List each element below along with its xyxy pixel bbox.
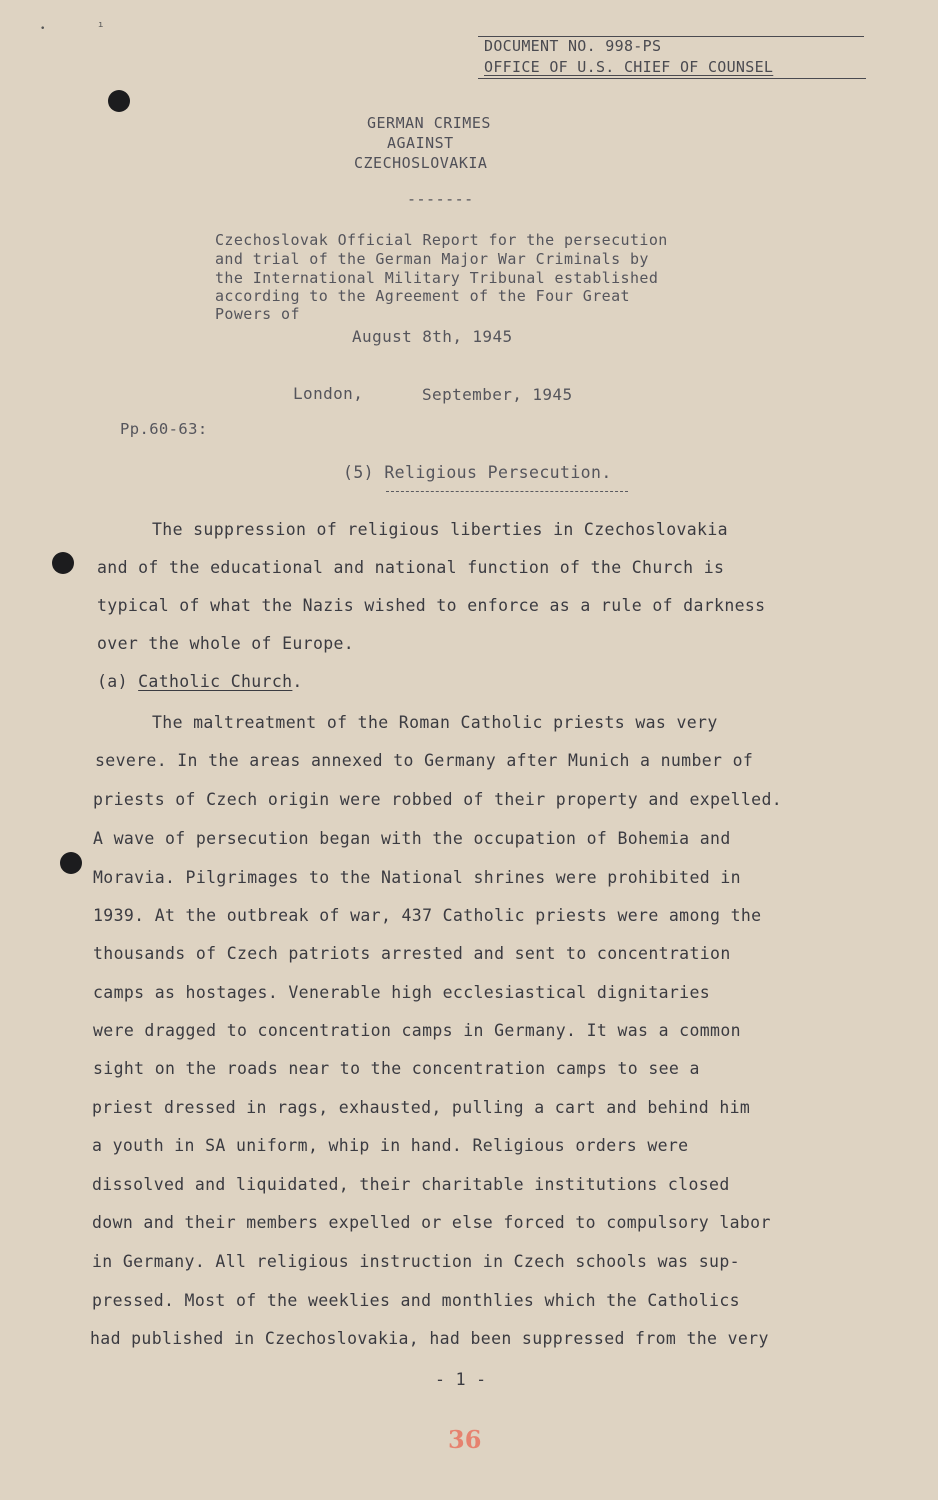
title-line-1: GERMAN CRIMES [367, 114, 491, 132]
body-line: a youth in SA uniform, whip in hand. Religious orders were [92, 1136, 689, 1155]
punch-hole [60, 852, 82, 874]
body-line: down and their members expelled or else forced to compulsory labor [92, 1213, 771, 1232]
body-line: were dragged to concentration camps in Germany. It was a common [93, 1021, 741, 1040]
title-line-3: CZECHOSLOVAKIA [354, 154, 488, 172]
body-line: priest dressed in rags, exhausted, pulling a cart and behind him [92, 1098, 751, 1117]
body-line: priests of Czech origin were robbed of their property and expelled. [93, 790, 783, 809]
body-line: sight on the roads near to the concentration camps to see a [93, 1059, 700, 1078]
title-divider: ------- [407, 190, 474, 208]
body-line: camps as hostages. Venerable high ecclesiastical dignitaries [93, 983, 711, 1002]
document-number: DOCUMENT NO. 998-PS [484, 37, 662, 55]
body-line: pressed. Most of the weeklies and monthlies which the Catholics [92, 1291, 740, 1310]
report-month: September, 1945 [422, 385, 573, 404]
subheading-text: Catholic Church [138, 672, 293, 691]
body-line: severe. In the areas annexed to Germany after Munich a number of [95, 751, 754, 770]
report-line-5: Powers of [215, 305, 300, 323]
report-place: London, [293, 384, 364, 403]
body-line: The maltreatment of the Roman Catholic priests was very [152, 713, 718, 732]
speck-mark: • [40, 24, 46, 34]
body-line: A wave of persecution began with the occupation of Bohemia and [93, 829, 731, 848]
section-title-underline [386, 491, 628, 492]
subheading [97, 672, 303, 691]
title-line-2: AGAINST [387, 134, 454, 152]
header-bottom-rule [478, 78, 866, 79]
report-line-2: and trial of the German Major War Criminals by [215, 250, 649, 268]
body-line: typical of what the Nazis wished to enforce as a rule of darkness [97, 596, 766, 615]
report-date: August 8th, 1945 [352, 327, 513, 346]
body-line: The suppression of religious liberties in Czechoslovakia [152, 520, 728, 539]
subheading-suffix: . [292, 672, 303, 691]
body-line: had published in Czechoslovakia, had been suppressed from the very [90, 1329, 769, 1348]
body-line: thousands of Czech patriots arrested and sent to concentration [93, 944, 731, 963]
body-line: dissolved and liquidated, their charitable institutions closed [92, 1175, 730, 1194]
punch-hole [52, 552, 74, 574]
body-line: over the whole of Europe. [97, 634, 355, 653]
section-title: (5) Religious Persecution. [343, 463, 612, 482]
body-line: and of the educational and national function of the Church is [97, 558, 725, 577]
report-line-4: according to the Agreement of the Four Great [215, 287, 630, 305]
body-line: in Germany. All religious instruction in Czech schools was sup- [92, 1252, 740, 1271]
report-line-1: Czechoslovak Official Report for the persecution [215, 231, 668, 249]
body-line: Moravia. Pilgrimages to the National shrines were prohibited in [93, 868, 741, 887]
pages-reference: Pp.60-63: [120, 420, 208, 438]
body-line: 1939. At the outbreak of war, 437 Catholic priests were among the [93, 906, 762, 925]
red-stamp-mark: 36 [448, 1425, 482, 1454]
punch-hole [108, 90, 130, 112]
speck-mark: ı [98, 20, 104, 30]
page-number: - 1 - [435, 1370, 487, 1389]
subheading-prefix: (a) [97, 672, 139, 691]
office-label: OFFICE OF U.S. CHIEF OF COUNSEL [484, 58, 774, 76]
report-line-3: the International Military Tribunal established [215, 269, 659, 287]
